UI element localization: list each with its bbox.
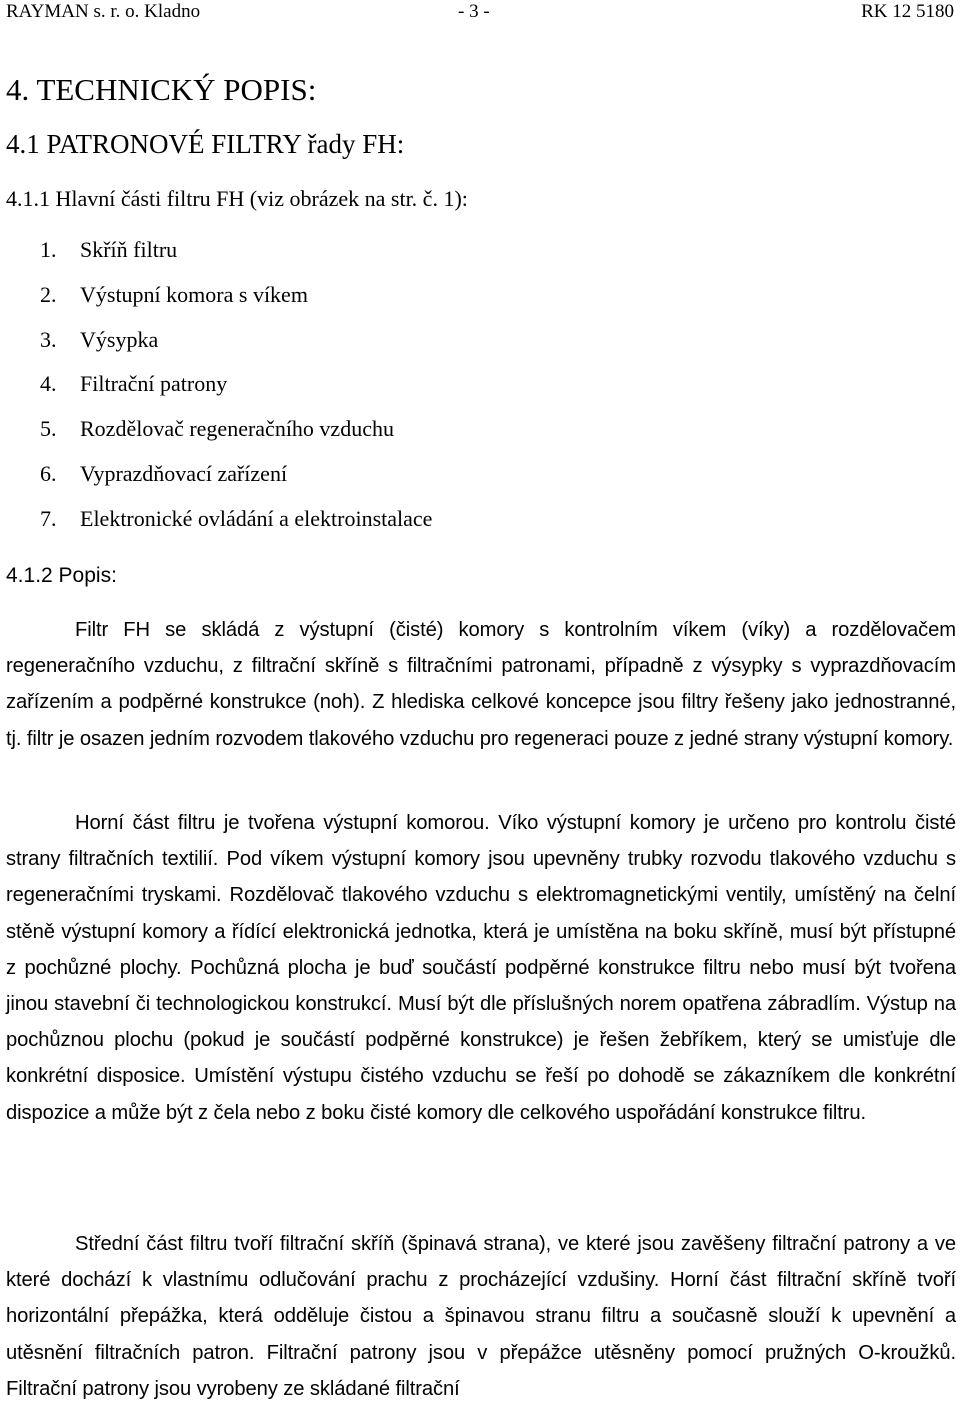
list-item (40, 458, 432, 503)
list-item-label: Skříň filtru (80, 237, 178, 262)
paragraph-text: Střední část filtru tvoří filtrační skříň (špinavá strana), ve které jsou zavěšeny filtrační patrony a ve které dochází k vlastnímu odlučování prachu z procházející vzdušiny. Horní část filtrační skříně tvoří horizontální přepážka, která odděluje čistou a špinavou stranu filtru a současně slouží k upevnění a utěsnění filtračních patron. Filtrační patrony jsou v přepážce utěsněny pomocí pružných O-kroužků. Filtrační patrony jsou vyrobeny ze skládané filtrační (6, 1233, 956, 1400)
list-item (40, 503, 432, 548)
list-item-number: 3. (40, 326, 57, 352)
page-header (6, 0, 954, 26)
list-item-number: 4. (40, 371, 57, 397)
header-company: RAYMAN s. r. o. Kladno (6, 1, 201, 22)
parts-heading: 4.1.1 Hlavní části filtru FH (viz obrázek na str. č. 1): (6, 186, 468, 211)
list-item-number: 6. (40, 460, 57, 486)
header-page-number: - 3 - (458, 1, 490, 22)
list-item-label: Výsypka (80, 326, 159, 352)
list-item-number: 5. (40, 416, 57, 442)
list-item-number: 1. (40, 237, 57, 262)
list-item-label: Filtrační patrony (80, 371, 228, 397)
list-item (40, 368, 432, 413)
list-item-label: Výstupní komora s víkem (80, 281, 308, 307)
section-subtitle: 4.1 PATRONOVÉ FILTRY řady FH: (6, 129, 405, 159)
list-item-label: Rozdělovač regeneračního vzduchu (80, 416, 394, 442)
paragraph (6, 805, 956, 1131)
header-doc-code: RK 12 5180 (861, 1, 954, 22)
parts-list (40, 234, 432, 548)
list-item (40, 279, 432, 324)
section-title: 4. TECHNICKÝ POPIS: (6, 72, 317, 107)
list-item-label: Vyprazdňovací zařízení (80, 460, 288, 486)
list-item-number: 2. (40, 281, 57, 307)
list-item (40, 413, 432, 458)
paragraph (6, 1226, 956, 1407)
list-item (40, 234, 432, 279)
paragraph-text: Horní část filtru je tvořena výstupní komorou. Víko výstupní komory je určeno pro kontrolu čisté strany filtračních textilií. Pod víkem výstupní komory jsou upevněny trubky rozvodu tlakového vzduchu s regeneračními tryskami. Rozdělovač tlakového vzduchu s elektromagnetickými ventily, umístěný na čelní stěně výstupní komory a řídící elektronická jednotka, která je umístěna na boku skříně, musí být přístupné z pochůzné plochy. Pochůzná plocha je buď součástí podpěrné konstrukce filtru nebo musí být tvořena jinou stavební či technologickou konstrukcí. Musí být dle příslušných norem opatřena zábradlím. Výstup na pochůznou plochu (pokud je součástí podpěrné konstrukce) je řešen žebříkem, který se umisťuje dle konkrétní disposice. Umístění výstupu čistého vzduchu se řeší po dohodě se zákazníkem dle konkrétní dispozice a může být z čela nebo z boku čisté komory dle celkového uspořádání konstrukce filtru. (6, 812, 956, 1124)
description-heading: 4.1.2 Popis: (6, 564, 117, 587)
paragraph-text: Filtr FH se skládá z výstupní (čisté) komory s kontrolním víkem (víky) a rozdělovačem regeneračního vzduchu, z filtrační skříně s filtračními patronami, případně z výsypky s vyprazdňovacím zařízením a podpěrné konstrukce (noh). Z hlediska celkové koncepce jsou filtry řešeny jako jednostranné, tj. filtr je osazen jedním rozvodem tlakového vzduchu pro regeneraci pouze z jedné strany výstupní komory. (6, 619, 956, 750)
list-item (40, 324, 432, 369)
list-item-number: 7. (40, 505, 57, 531)
list-item-label: Elektronické ovládání a elektroinstalace (80, 505, 433, 531)
paragraph (6, 612, 956, 757)
